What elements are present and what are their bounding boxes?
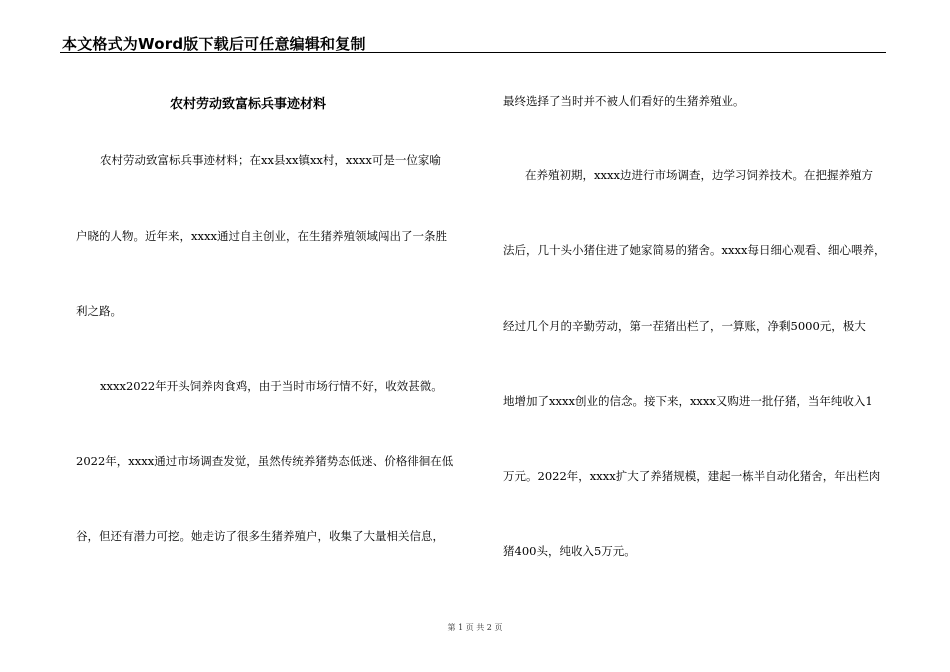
document-title: 农村劳动致富标兵事迹材料 [170,97,327,112]
text-line: 法后，几十头小猪住进了她家简易的猪舍。xxxx每日细心观看、细心喂养， [503,243,886,257]
text-line: 猪400头，纯收入5万元。 [503,544,636,558]
text-line: 利之路。 [76,304,122,318]
text-line: xxxx2022年开头饲养肉食鸡，由于当时市场行情不好，收效甚微。 [100,379,443,393]
header-rule [60,52,886,53]
document-header: 本文格式为Word版下载后可任意编辑和复制 [62,35,366,53]
text-line: 万元。2022年，xxxx扩大了养猪规模，建起一栋半自动化猪舍，年出栏肉 [503,469,881,483]
page-footer: 第 1 页 共 2 页 [447,623,503,632]
text-line: 2022年，xxxx通过市场调查发觉，虽然传统养猪势态低迷、价格徘徊在低 [76,454,454,468]
text-line: 户晓的人物。近年来，xxxx通过自主创业，在生猪养殖领域闯出了一条胜 [76,229,447,243]
text-line: 经过几个月的辛勤劳动，第一茬猪出栏了，一算账，净剩5000元，极大 [503,319,866,333]
text-line: 地增加了xxxx创业的信念。接下来，xxxx又购进一批仔猪，当年纯收入1 [503,394,873,408]
text-line: 谷，但还有潜力可挖。她走访了很多生猪养殖户，收集了大量相关信息， [76,529,444,543]
text-line: 在养殖初期，xxxx边进行市场调查，边学习饲养技术。在把握养殖方 [525,168,873,182]
text-line: 最终选择了当时并不被人们看好的生猪养殖业。 [503,94,745,108]
text-line: 农村劳动致富标兵事迹材料；在xx县xx镇xx村，xxxx可是一位家喻 [100,153,441,167]
